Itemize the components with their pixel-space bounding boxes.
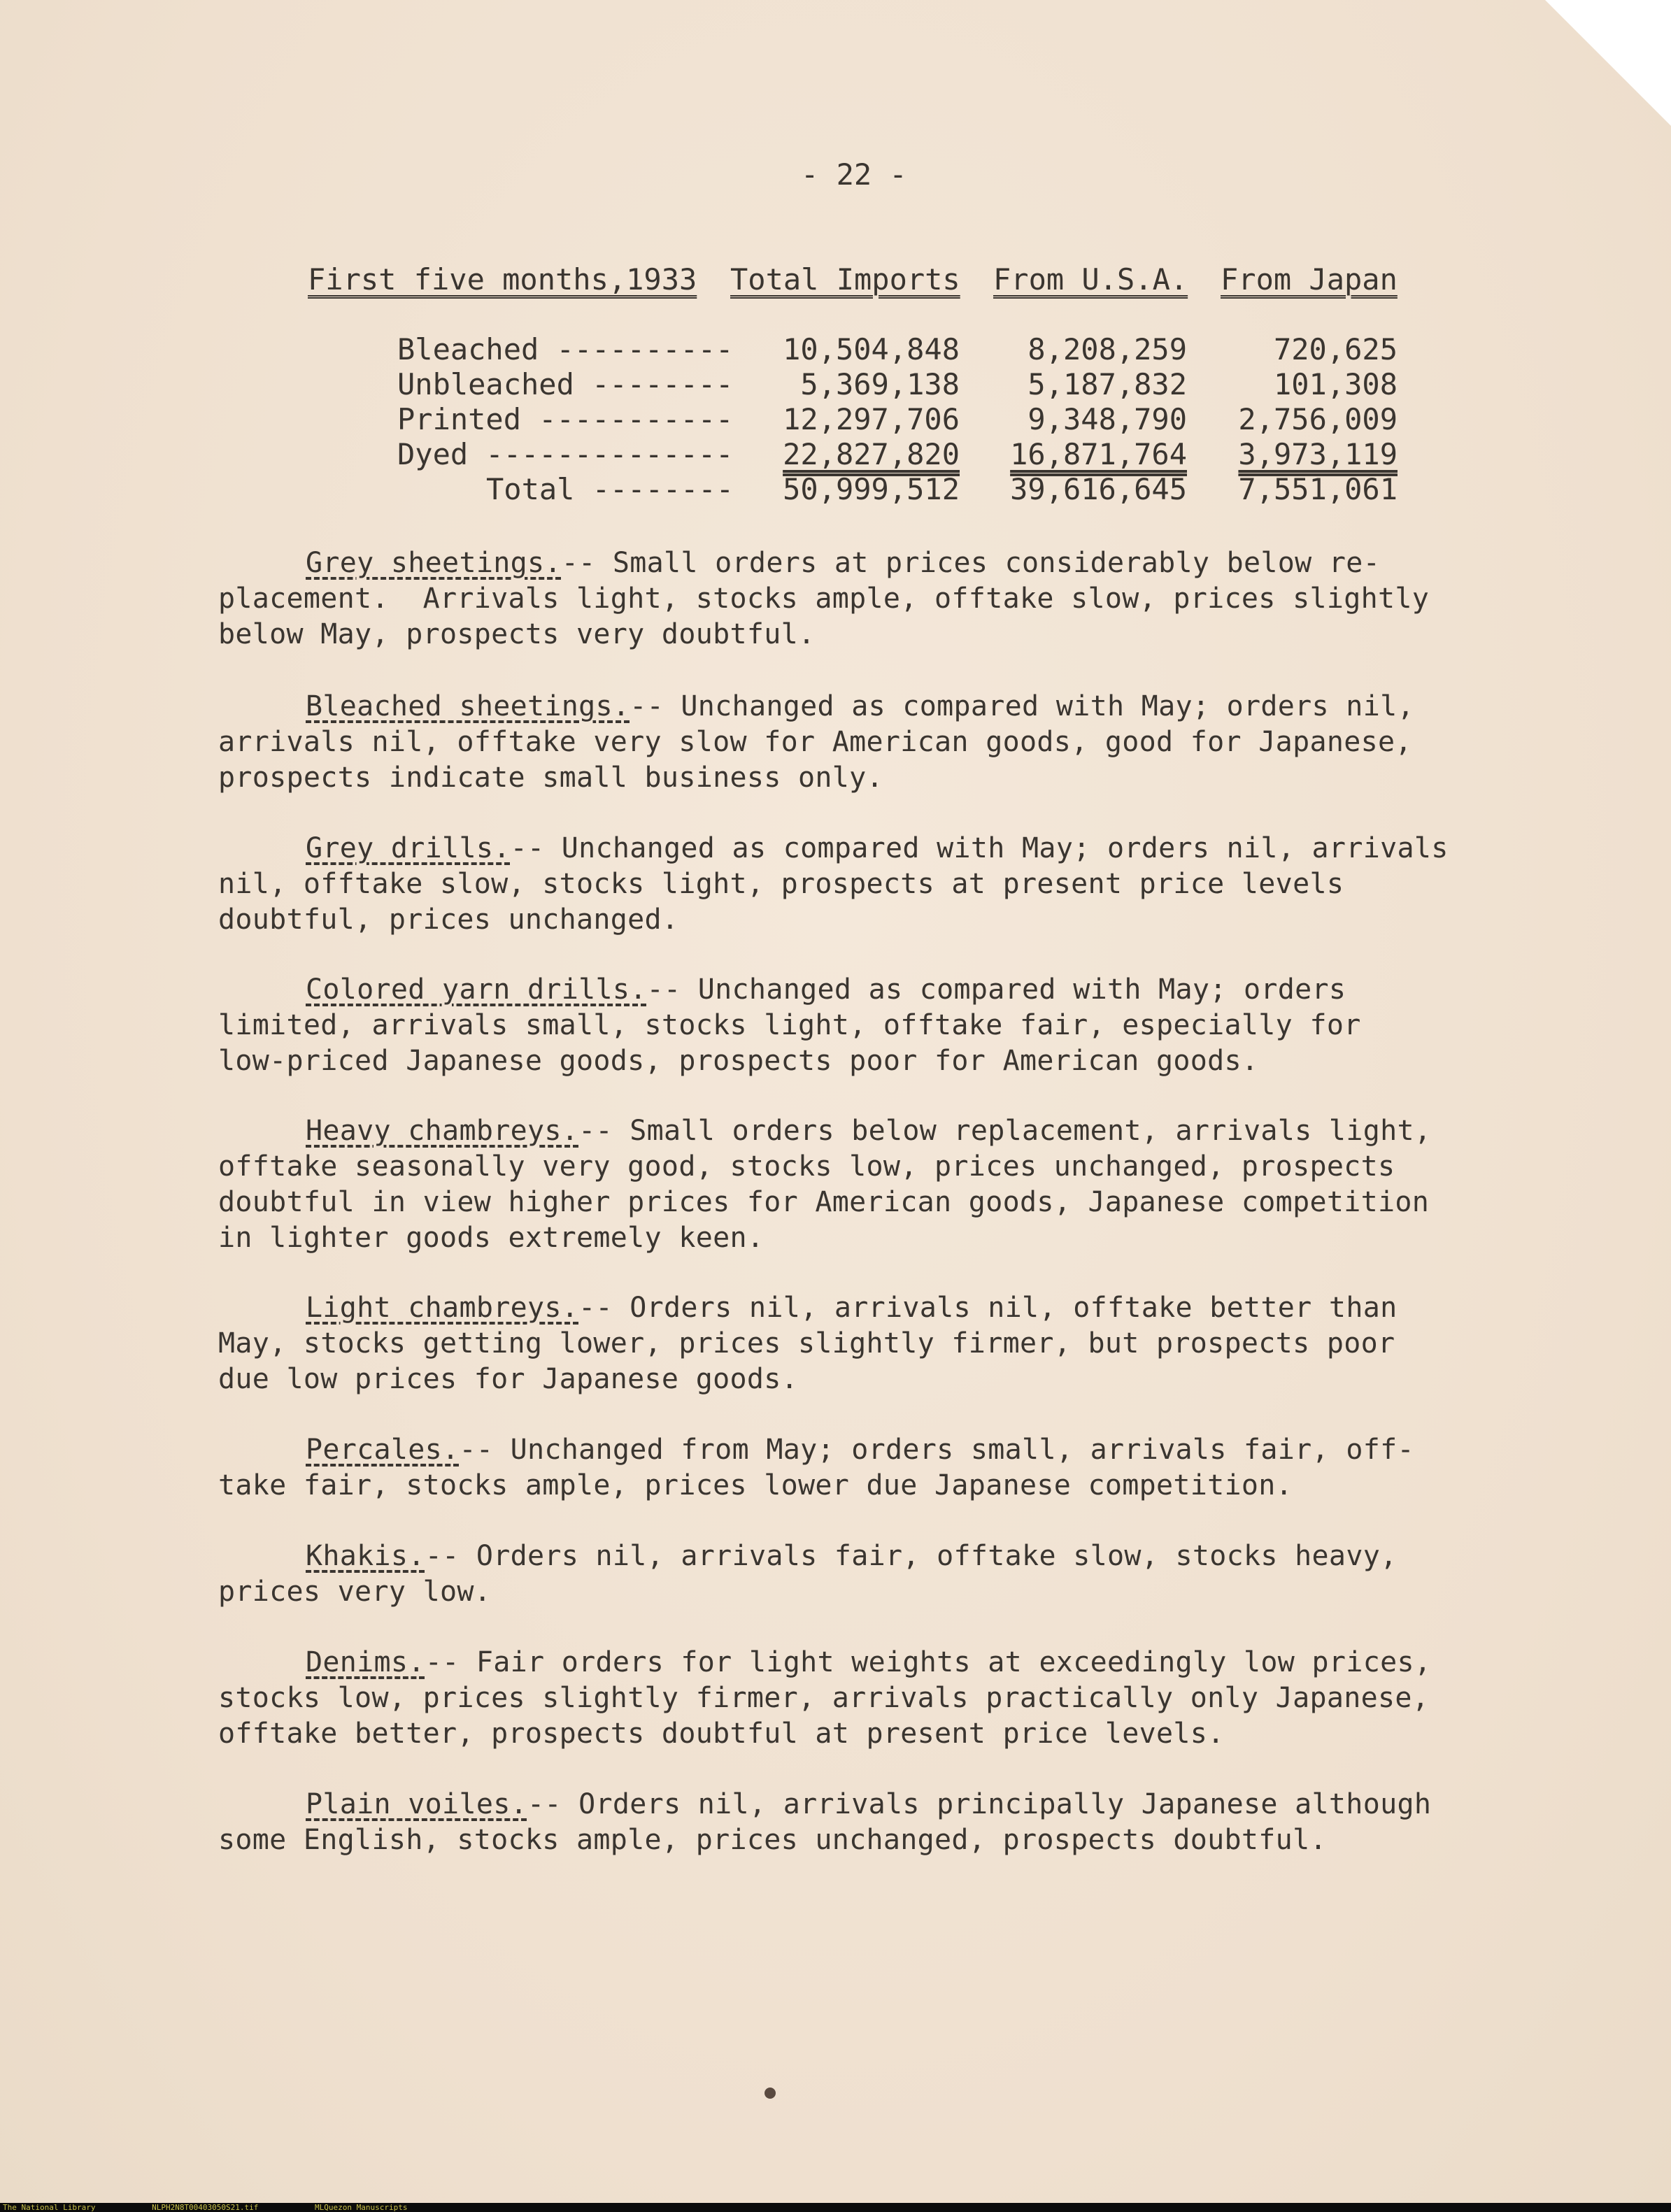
row-label: Total --------	[486, 472, 734, 506]
table-total-row	[308, 472, 1399, 507]
total-imports-value: 5,369,138	[800, 367, 960, 401]
japan-value: 101,308	[1273, 367, 1398, 401]
footer-filename: NLPH2N8T00403050S21.tif	[152, 2203, 259, 2212]
paragraph-line	[218, 1008, 1491, 1043]
paragraph-line	[218, 545, 1491, 581]
japan-value	[308, 437, 1398, 471]
table-header-period: First five months,1933	[308, 262, 697, 297]
table-header-japan: From Japan	[1221, 262, 1398, 297]
paragraph-text: -- Unchanged as compared with May; orders	[646, 973, 1346, 1006]
paragraph-line	[218, 1149, 1491, 1185]
paragraph-heading: Khakis.	[306, 1540, 425, 1572]
paragraph-text: low-priced Japanese goods, prospects poor for American goods.	[218, 1045, 1259, 1077]
paragraph-line	[218, 831, 1491, 866]
page-number: - 22 -	[801, 157, 907, 192]
row-label: Dyed --------------	[397, 437, 734, 471]
folded-corner	[1545, 0, 1671, 126]
paragraph-heading: Denims.	[306, 1646, 425, 1678]
paragraph-text: take fair, stocks ample, prices lower due Japanese competition.	[218, 1469, 1293, 1501]
paragraph-text: prices very low.	[218, 1576, 492, 1608]
table-row	[308, 332, 1399, 367]
paragraph-text: prospects indicate small business only.	[218, 762, 883, 794]
paragraph	[218, 831, 1491, 938]
paragraph-text: doubtful in view higher prices for American goods, Japanese competition	[218, 1186, 1430, 1218]
paragraph-heading: Light chambreys.	[306, 1292, 579, 1324]
paragraph-text: -- Fair orders for light weights at exceedingly low prices,	[425, 1646, 1432, 1678]
paragraph	[218, 1645, 1491, 1752]
paragraph-line	[218, 866, 1491, 902]
paragraph-line	[218, 617, 1491, 652]
paragraph-line	[218, 1362, 1491, 1397]
paragraph-line	[218, 1468, 1491, 1504]
japan-value: 2,756,009	[1238, 402, 1398, 436]
total-imports-value: 12,297,706	[783, 402, 960, 436]
paragraph-line	[218, 1716, 1491, 1752]
ink-spot	[765, 2088, 776, 2099]
table-header-total: Total Imports	[730, 262, 960, 297]
paragraph-text: offtake better, prospects doubtful at present price levels.	[218, 1718, 1225, 1750]
paragraph-line	[218, 689, 1491, 725]
paragraph-text: in lighter goods extremely keen.	[218, 1222, 765, 1254]
usa-value-text: 16,871,764	[1010, 437, 1187, 471]
footer-collection: MLQuezon Manuscripts	[315, 2203, 408, 2212]
paragraph	[218, 1787, 1491, 1858]
paragraph-line	[218, 1326, 1491, 1362]
paragraph-text: nil, offtake slow, stocks light, prospects at present price levels	[218, 868, 1344, 900]
paragraph-text: stocks low, prices slightly firmer, arrivals practically only Japanese,	[218, 1682, 1430, 1714]
paragraph-text: -- Unchanged from May; orders small, arrivals fair, off-	[459, 1434, 1414, 1466]
paragraph-text: -- Orders nil, arrivals nil, offtake better than	[578, 1292, 1398, 1324]
paragraph	[218, 689, 1491, 796]
usa-value: 39,616,645	[1010, 472, 1187, 506]
paragraph	[218, 1290, 1491, 1397]
paragraph-line	[218, 1432, 1491, 1468]
paragraph-line	[218, 1574, 1491, 1610]
paragraph-heading: Colored yarn drills.	[306, 973, 647, 1006]
paragraph-line	[218, 1539, 1491, 1574]
paragraph-text: arrivals nil, offtake very slow for American goods, good for Japanese,	[218, 726, 1412, 758]
japan-value: 720,625	[1273, 332, 1398, 366]
paragraph-text: -- Unchanged as compared with May; orders nil, arrivals	[510, 832, 1449, 864]
paragraph	[218, 972, 1491, 1079]
paragraph-line	[218, 1185, 1491, 1220]
row-label: Printed -----------	[397, 402, 734, 436]
paragraph-text: -- Orders nil, arrivals principally Japanese although	[527, 1788, 1432, 1820]
paragraph-line	[218, 1681, 1491, 1716]
paragraph-text: -- Unchanged as compared with May; orders nil,	[630, 690, 1414, 722]
total-imports-value-text: 22,827,820	[783, 437, 960, 471]
paragraph-line	[218, 902, 1491, 938]
total-imports-value: 50,999,512	[783, 472, 960, 506]
total-imports-value: 10,504,848	[783, 332, 960, 366]
usa-value: 5,187,832	[1028, 367, 1187, 401]
paragraph-text: offtake seasonally very good, stocks low, prices unchanged, prospects	[218, 1150, 1395, 1183]
paragraph	[218, 1432, 1491, 1504]
paragraph	[218, 1113, 1491, 1256]
paragraph-line	[218, 1290, 1491, 1326]
paragraph-line	[218, 972, 1491, 1008]
paragraph-line	[218, 1043, 1491, 1079]
paragraph-line	[218, 725, 1491, 760]
paragraph-text: -- Orders nil, arrivals fair, offtake slow, stocks heavy,	[425, 1540, 1398, 1572]
row-label: Bleached ----------	[397, 332, 734, 366]
paragraph-line	[218, 581, 1491, 617]
usa-value: 9,348,790	[1028, 402, 1187, 436]
paragraph-text: limited, arrivals small, stocks light, offtake fair, especially for	[218, 1009, 1361, 1041]
paragraph-heading: Grey sheetings.	[306, 547, 562, 579]
paragraph-line	[218, 1645, 1491, 1681]
table-header-usa: From U.S.A.	[993, 262, 1188, 297]
paragraph-text: -- Small orders at prices considerably below re-	[561, 547, 1381, 579]
table-row	[308, 402, 1399, 437]
paragraph-heading: Percales.	[306, 1434, 460, 1466]
table-row	[308, 437, 1399, 472]
paragraph-text: -- Small orders below replacement, arrivals light,	[578, 1115, 1432, 1147]
paragraph-line	[218, 1220, 1491, 1256]
japan-value-text: 3,973,119	[1238, 437, 1398, 471]
paragraph-heading: Plain voiles.	[306, 1788, 527, 1820]
paragraph-line	[218, 1113, 1491, 1149]
paragraph	[218, 1539, 1491, 1610]
table-row	[308, 367, 1399, 402]
paragraph	[218, 545, 1491, 652]
paragraph-text: some English, stocks ample, prices unchanged, prospects doubtful.	[218, 1824, 1327, 1856]
footer-library: The National Library	[3, 2203, 96, 2212]
row-label: Unbleached --------	[397, 367, 734, 401]
scan-footer	[0, 2203, 1671, 2212]
paragraph-line	[218, 1822, 1491, 1858]
paragraph-heading: Grey drills.	[306, 832, 511, 864]
paragraph-line	[218, 760, 1491, 796]
paragraph-text: below May, prospects very doubtful.	[218, 618, 816, 650]
paragraph-heading: Heavy chambreys.	[306, 1115, 579, 1147]
paragraph-text: placement. Arrivals light, stocks ample, offtake slow, prices slightly	[218, 583, 1430, 615]
paragraph-text: May, stocks getting lower, prices slightly firmer, but prospects poor	[218, 1327, 1395, 1360]
paragraph-heading: Bleached sheetings.	[306, 690, 630, 722]
japan-value: 7,551,061	[1238, 472, 1398, 506]
paragraph-text: due low prices for Japanese goods.	[218, 1363, 798, 1395]
paragraph-text: doubtful, prices unchanged.	[218, 904, 679, 936]
paragraph-line	[218, 1787, 1491, 1822]
usa-value: 8,208,259	[1028, 332, 1187, 366]
